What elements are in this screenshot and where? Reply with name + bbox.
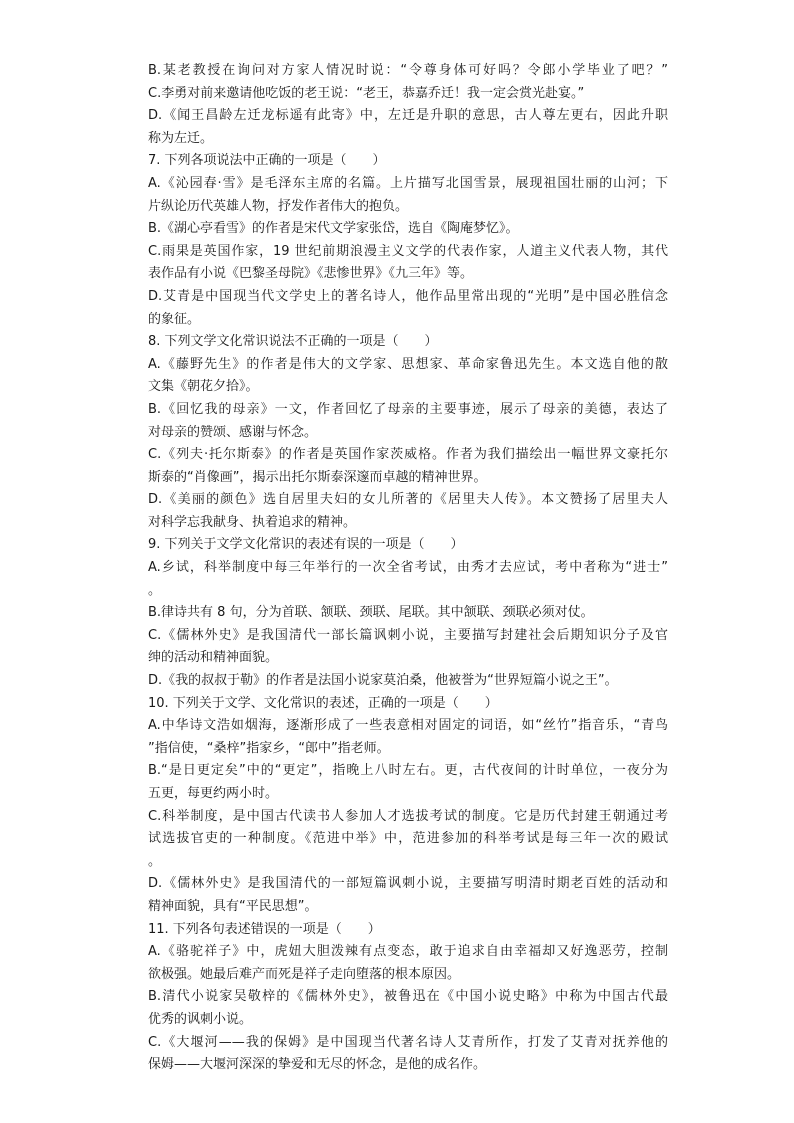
- text-line: C.《大堰河——我的保姆》是中国现当代著名诗人艾青所作，打发了艾青对抚养他的: [148, 1034, 668, 1050]
- text-line: 绅的活动和精神面貌。: [148, 650, 279, 666]
- text-line: 10. 下列关于文学、文化常识的表述，正确的一项是（ ）: [148, 695, 498, 711]
- text-line: 表作品有小说《巴黎圣母院》《悲惨世界》《九三年》等。: [148, 266, 474, 282]
- text-line: 。: [148, 853, 162, 869]
- text-line: 7. 下列各项说法中正确的一项是（ ）: [148, 153, 386, 169]
- text-line: 精神面貌，具有“平民思想”。: [148, 898, 318, 914]
- text-line: 11. 下列各句表述错误的一项是（ ）: [148, 921, 381, 937]
- text-line: A.乡试，科举制度中每三年举行的一次全省考试，由秀才去应试，考中者称为“进士”: [148, 560, 668, 576]
- text-line: D.《儒林外史》是我国清代的一部短篇讽刺小说，主要描写明清时期老百姓的活动和: [148, 876, 668, 892]
- text-line: D.艾青是中国现当代文学史上的著名诗人，他作品里常出现的“光明”是中国必胜信念: [148, 288, 668, 304]
- text-line: 五更，每更约两小时。: [148, 786, 279, 801]
- text-line: C.科举制度，是中国古代读书人参加人才选拔考试的制度。它是历代封建王朝通过考: [148, 808, 668, 824]
- text-line: C.李勇对前来邀请他吃饭的老王说：“老王，恭嘉乔迁！我一定会赏光赴宴。”: [148, 85, 585, 101]
- text-line: 文集《朝花夕拾》。: [148, 379, 259, 395]
- text-line: A.《沁园春·雪》是毛泽东主席的名篇。上片描写北国雪景，展现祖国壮丽的山河；下: [148, 175, 668, 191]
- text-line: C.《儒林外史》是我国清代一部长篇讽刺小说，主要描写封建社会后期知识分子及官: [148, 627, 668, 643]
- text-line: 对科学忘我献身、执着追求的精神。: [148, 514, 357, 530]
- text-line: A.《骆驼祥子》中，虎妞大胆泼辣有点变态，敢于追求自由幸福却又好逸恶劳，控制: [148, 944, 668, 960]
- text-line: C.雨果是英国作家，19 世纪前期浪漫主义文学的代表作家，人道主义代表人物，其代: [148, 243, 668, 259]
- text-line: 。: [148, 582, 162, 598]
- text-line: B.清代小说家吴敬梓的《儒林外史》，被鲁迅在《中国小说史略》中称为中国古代最: [148, 989, 668, 1005]
- text-line: 称为左迁。: [148, 130, 214, 146]
- text-line: 保姆——大堰河深深的挚爱和无尽的怀念，是他的成名作。: [148, 1057, 487, 1073]
- text-line: 片纵论历代英雄人物，抒发作者伟大的抱负。: [148, 198, 409, 214]
- text-line: 斯泰的“肖像画”，揭示出托尔斯泰深邃而卓越的精神世界。: [148, 469, 487, 485]
- text-line: D.《闻王昌龄左迁龙标遥有此寄》中，左迁是升职的意思，古人尊左更右，因此升职: [148, 108, 668, 124]
- text-line: 8. 下列文学文化常识说法不正确的一项是（ ）: [148, 334, 438, 350]
- text-line: 欲极强。她最后难产而死是祥子走向堕落的根本原因。: [148, 966, 461, 982]
- text-line: B.“是日更定矣”中的“更定”，指晚上八时左右。更，古代夜间的计时单位，一夜分为: [148, 763, 668, 779]
- text-line: C.《列夫·托尔斯泰》的作者是英国作家茨威格。作者为我们描绘出一幅世界文豪托尔: [148, 447, 668, 463]
- text-line: 对母亲的赞颂、感谢与怀念。: [148, 424, 318, 440]
- text-line: 试选拔官吏的一种制度。《范进中举》中，范进参加的科举考试是每三年一次的殿试: [148, 831, 668, 847]
- text-line: ”指信使，“桑梓”指家乡，“郎中”指老师。: [148, 740, 390, 756]
- text-line: B.《湖心亭看雪》的作者是宋代文学家张岱，选自《陶庵梦忆》。: [148, 221, 519, 237]
- text-line: D.《美丽的颜色》选自居里夫妇的女儿所著的《居里夫人传》。本文赞扬了居里夫人: [148, 492, 668, 508]
- text-line: 的象征。: [148, 311, 201, 327]
- text-line: A.《藤野先生》的作者是伟大的文学家、思想家、革命家鲁迅先生。本文选自他的散: [148, 356, 668, 372]
- text-line: 优秀的讽刺小说。: [148, 1011, 253, 1027]
- text-line: A.中华诗文浩如烟海，逐渐形成了一些表意相对固定的词语，如“丝竹”指音乐，“青鸟: [148, 718, 668, 734]
- text-line: 9. 下列关于文学文化常识的表述有误的一项是（ ）: [148, 537, 464, 553]
- document-page: [148, 60, 668, 1077]
- text-line: D.《我的叔叔于勒》的作者是法国小说家莫泊桑，他被誉为“世界短篇小说之王”。: [148, 673, 618, 689]
- text-line: B.某老教授在询问对方家人情况时说：“令尊身体可好吗？令郎小学毕业了吧？”: [148, 63, 668, 78]
- text-line: B.《回忆我的母亲》一文，作者回忆了母亲的主要事迹，展示了母亲的美德，表达了: [148, 401, 668, 417]
- text-line: B.律诗共有 8 句，分为首联、颔联、颈联、尾联。其中颔联、颈联必须对仗。: [148, 605, 594, 621]
